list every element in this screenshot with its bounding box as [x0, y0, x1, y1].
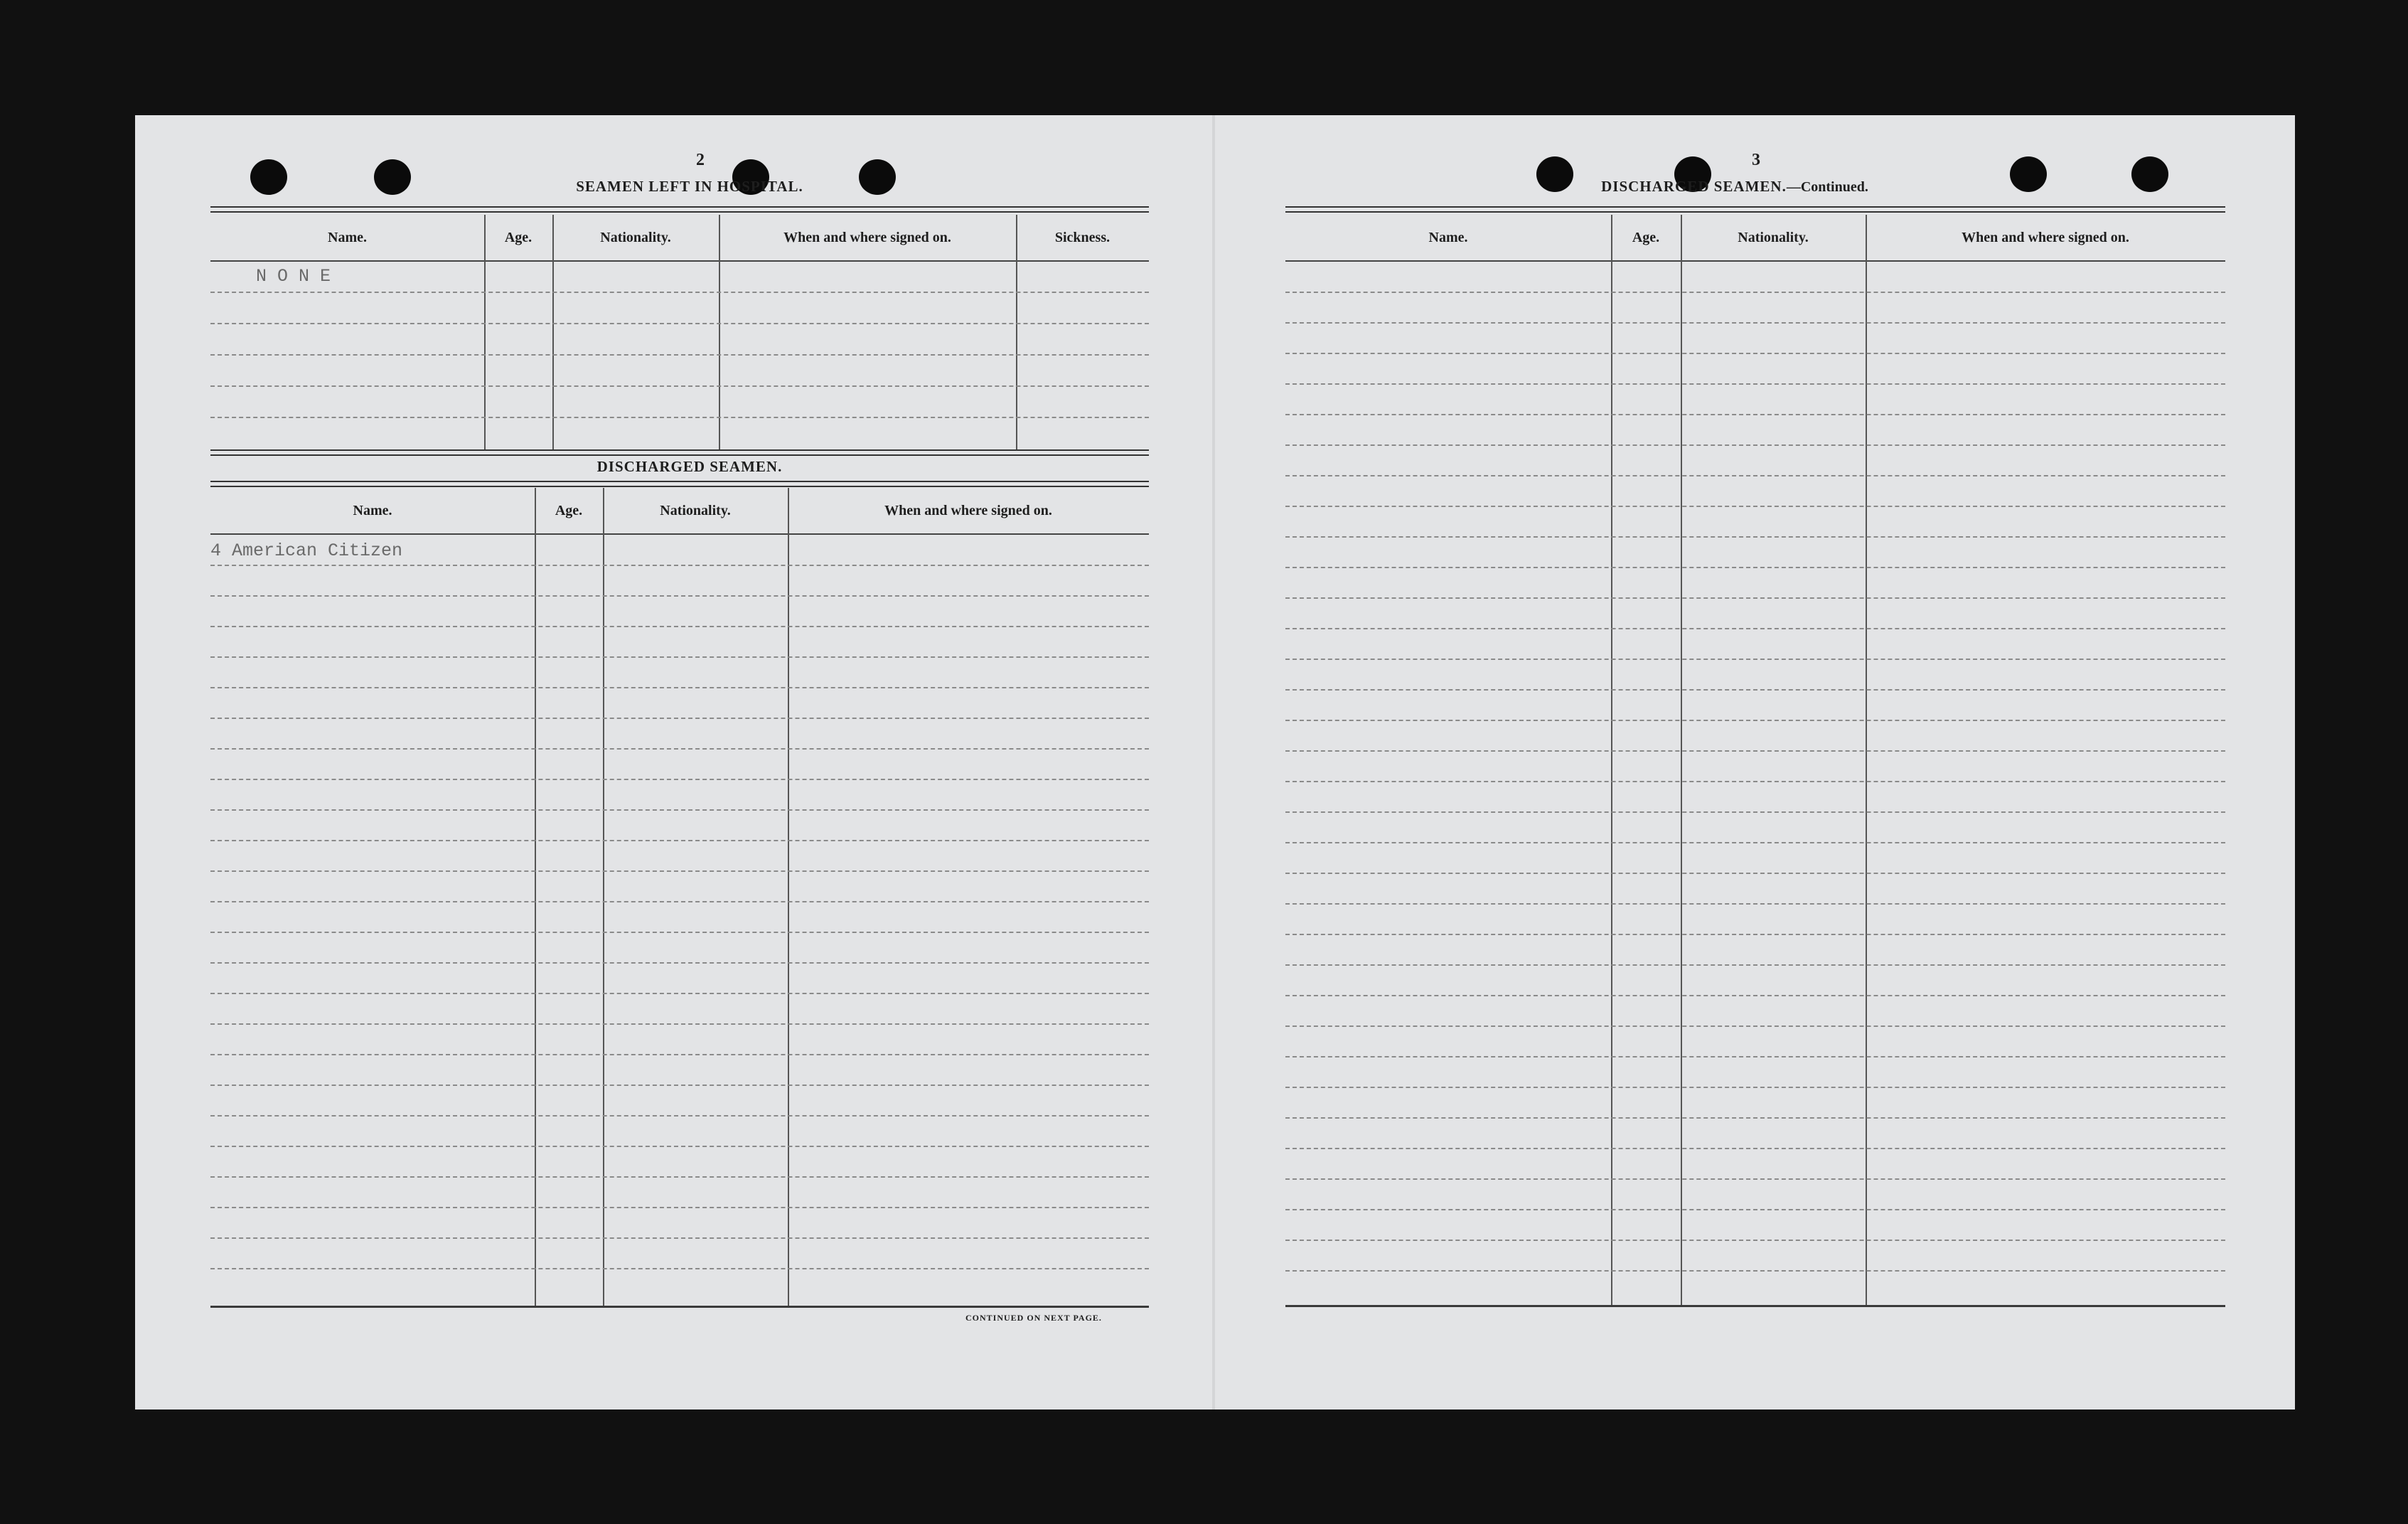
row-line	[210, 1023, 1149, 1025]
row-line	[210, 323, 1149, 324]
column-header-nationality: Nationality.	[600, 230, 671, 245]
column-divider	[1611, 215, 1612, 1305]
column-divider	[535, 488, 536, 1306]
row-line	[1285, 1087, 2225, 1088]
row-line	[1285, 628, 2225, 629]
row-line	[210, 565, 1149, 566]
row-line	[1285, 475, 2225, 476]
column-divider	[552, 215, 554, 449]
page-fold	[1212, 115, 1215, 1410]
column-divider	[1866, 215, 1867, 1305]
row-line	[1285, 1117, 2225, 1119]
row-line	[1285, 750, 2225, 752]
continued-note: CONTINUED ON NEXT PAGE.	[965, 1313, 1102, 1323]
discharged-header-rule-top	[210, 449, 1149, 456]
column-divider	[719, 215, 720, 449]
discharged-section-title: DISCHARGED SEAMEN.	[596, 458, 783, 475]
row-line	[210, 1237, 1149, 1239]
row-line	[210, 1207, 1149, 1208]
row-line	[210, 626, 1149, 627]
row-line	[1285, 383, 2225, 385]
column-header-signed-on: When and where signed on.	[1962, 230, 2129, 245]
page-number-left: 2	[696, 151, 705, 169]
row-line	[1285, 414, 2225, 415]
column-header-age: Age.	[555, 503, 583, 518]
row-line	[210, 1054, 1149, 1055]
row-line	[1285, 934, 2225, 935]
discharged-header-rule	[210, 481, 1149, 487]
punch-hole	[374, 159, 411, 195]
row-line	[1285, 292, 2225, 293]
document-paper	[135, 115, 2295, 1410]
column-header-rule	[210, 260, 1149, 262]
discharged-entry-text: 4 American Citizen	[210, 540, 403, 561]
column-header-signed-on: When and where signed on.	[783, 230, 951, 245]
column-divider	[1681, 215, 1682, 1305]
hospital-header-rule	[210, 206, 1149, 213]
row-line	[1285, 597, 2225, 599]
row-line	[1285, 1025, 2225, 1027]
row-line	[1285, 842, 2225, 843]
column-divider	[603, 488, 604, 1306]
row-line	[210, 840, 1149, 841]
punch-hole	[250, 159, 287, 195]
table-bottom-rule	[210, 1306, 1149, 1308]
column-header-nationality: Nationality.	[1738, 230, 1809, 245]
table-bottom-rule	[1285, 1305, 2225, 1307]
column-header-signed-on: When and where signed on.	[884, 503, 1052, 518]
row-line	[210, 993, 1149, 994]
row-line	[1285, 1148, 2225, 1149]
row-line	[1285, 1240, 2225, 1241]
row-line	[210, 1085, 1149, 1086]
row-line	[210, 385, 1149, 387]
row-line	[1285, 720, 2225, 721]
row-line	[1285, 873, 2225, 874]
column-divider	[788, 488, 789, 1306]
row-line	[210, 870, 1149, 872]
row-line	[210, 656, 1149, 658]
right-section-title-main: DISCHARGED SEAMEN.	[1601, 178, 1787, 195]
right-section-title	[1529, 178, 1941, 196]
right-header-rule	[1285, 206, 2225, 213]
row-line	[210, 292, 1149, 293]
row-line	[210, 901, 1149, 902]
row-line	[210, 932, 1149, 933]
row-line	[210, 354, 1149, 356]
row-line	[210, 595, 1149, 597]
row-line	[1285, 995, 2225, 996]
column-header-age: Age.	[1632, 230, 1660, 245]
row-line	[1285, 1056, 2225, 1057]
row-line	[1285, 1209, 2225, 1210]
punch-hole	[2131, 156, 2168, 192]
row-line	[1285, 567, 2225, 568]
hospital-table	[210, 215, 1149, 457]
row-line	[1285, 353, 2225, 354]
column-header-age: Age.	[504, 230, 533, 245]
row-line	[1285, 1270, 2225, 1272]
row-line	[210, 417, 1149, 418]
punch-hole	[2010, 156, 2047, 192]
column-divider	[1016, 215, 1017, 449]
row-line	[1285, 1178, 2225, 1180]
row-line	[1285, 964, 2225, 966]
row-line	[1285, 903, 2225, 905]
row-line	[1285, 811, 2225, 813]
right-section-title-cont: —Continued.	[1786, 179, 1868, 195]
row-line	[210, 1115, 1149, 1117]
discharged-continued-table	[1285, 215, 2225, 1317]
row-line	[210, 718, 1149, 719]
column-header-nationality: Nationality.	[660, 503, 731, 518]
row-line	[1285, 659, 2225, 660]
column-header-name: Name.	[1428, 230, 1468, 245]
row-line	[210, 1176, 1149, 1178]
column-header-rule	[210, 533, 1149, 535]
page-number-right: 3	[1752, 151, 1760, 169]
row-line	[210, 687, 1149, 688]
column-divider	[484, 215, 486, 449]
row-line	[1285, 536, 2225, 538]
row-line	[210, 748, 1149, 750]
column-header-rule	[1285, 260, 2225, 262]
hospital-section-title: SEAMEN LEFT IN HOSPITAL.	[576, 178, 803, 195]
row-line	[210, 962, 1149, 964]
row-line	[1285, 506, 2225, 507]
row-line	[210, 809, 1149, 811]
row-line	[210, 779, 1149, 780]
row-line	[1285, 689, 2225, 691]
column-header-name: Name.	[328, 230, 367, 245]
row-line	[1285, 781, 2225, 782]
row-line	[210, 1268, 1149, 1269]
row-line	[1285, 444, 2225, 446]
discharged-table	[210, 488, 1149, 1313]
hospital-entry-text: N O N E	[256, 266, 331, 287]
column-header-name: Name.	[353, 503, 392, 518]
row-line	[1285, 322, 2225, 324]
row-line	[210, 1146, 1149, 1147]
column-header-sickness: Sickness.	[1054, 230, 1111, 245]
